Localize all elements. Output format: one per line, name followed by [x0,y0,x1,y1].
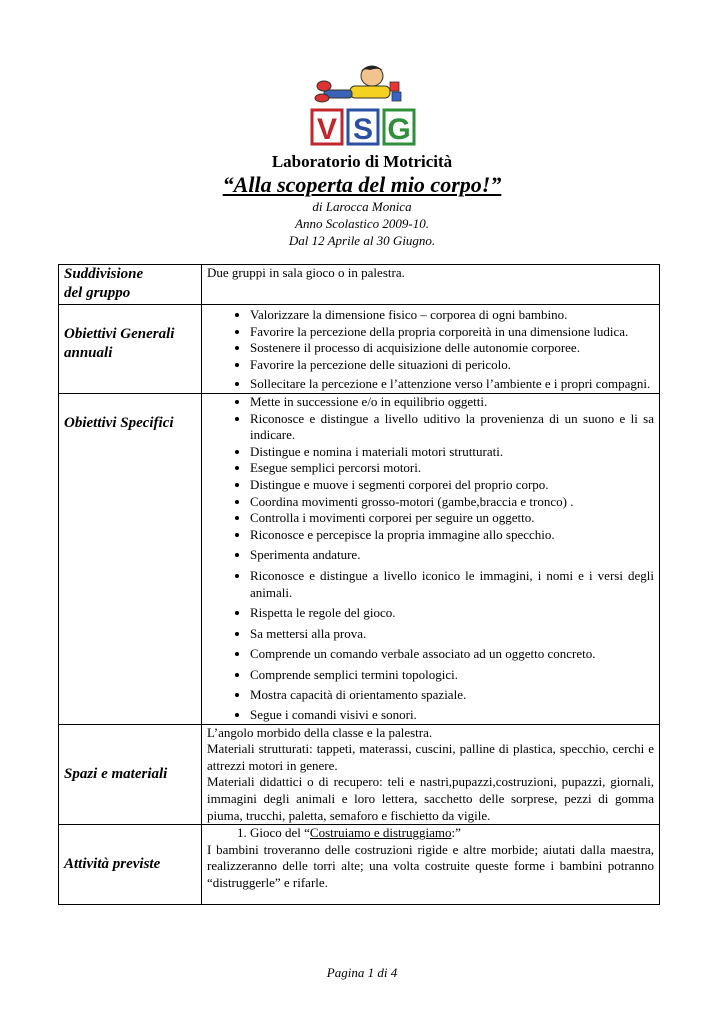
list-item: • Sa mettersi alla prova. [250,626,654,643]
list-item: 1. Gioco del “Costruiamo e distruggiamo:” [250,825,654,842]
list-item: • Mette in successione e/o in equilibrio oggetti. [250,394,654,411]
paragraph: I bambini troveranno delle costruzioni rigide e altre morbide; aiutati dalla maestra, realizzeranno delle torri alte; una volta costruite queste forme i bambini potranno “distruggerle” e rifarle. [207,841,654,890]
logo-letter: G [387,113,411,146]
table-row [59,265,660,305]
school-logo [310,62,418,148]
list-item: • Riconosce e distingue a livello iconico le immagini, i nomi e i versi degli animali. [250,568,654,601]
row-label: Obiettivi Specifici [59,393,202,724]
table-row [59,393,660,724]
list-item: • Distingue e muove i segmenti corporei del proprio corpo. [250,477,654,494]
document-subtitle: “Alla scoperta del mio corpo!” [222,172,502,197]
page-footer: Pagina 1 di 4 [326,965,398,980]
list-item: • Favorire la percezione delle situazioni di pericolo. [250,357,654,374]
row-label: Suddivisione del gruppo [59,265,202,305]
list-item: • Riconosce e percepisce la propria immagine allo specchio. [250,527,654,544]
activity-title: Costruiamo e distruggiamo [309,825,452,841]
list-item: • Comprende semplici termini topologici. [250,667,654,684]
plan-table [58,264,660,905]
child-mascot-icon [315,66,401,102]
list-item: • Valorizzare la dimensione fisico – corporea di ogni bambino. [250,307,654,324]
list-item: • Esegue semplici percorsi motori. [250,460,654,477]
table-row [59,724,660,825]
date-range: Dal 12 Aprile al 30 Giugno. [288,233,436,248]
activities-list [207,825,654,842]
specific-goals-list [207,394,654,724]
list-item: • Mostra capacità di orientamento spaziale. [250,687,654,704]
list-item: • Sollecitare la percezione e l’attenzione verso l’ambiente e i propri compagni. [250,376,654,393]
row-content [202,305,660,394]
row-content [202,724,660,825]
row-label: Spazi e materiali [59,724,202,825]
list-item: • Distingue e nomina i materiali motori strutturati. [250,444,654,461]
list-item: • Sostenere il processo di acquisizione delle autonomie corporee. [250,340,654,357]
list-item: • Riconosce e distingue a livello uditivo la provenienza di un suono e li sa indicare. [250,411,654,444]
general-goals-list [207,307,654,393]
row-content [202,393,660,724]
list-item: • Coordina movimenti grosso-motori (gambe,braccia e tronco) . [250,494,654,511]
row-content [202,825,660,905]
list-item: • Sperimenta andature. [250,547,654,564]
row-label: Attività previste [59,825,202,905]
table-row [59,305,660,394]
document-info [0,198,724,249]
list-item: • Comprende un comando verbale associato ad un oggetto concreto. [250,646,654,663]
row-content: Due gruppi in sala gioco o in palestra. [202,265,660,305]
list-item: • Rispetta le regole del gioco. [250,605,654,622]
table-row [59,825,660,905]
logo-letter: V [316,113,338,146]
paragraph: Materiali strutturati: tappeti, materassi, cuscini, palline di plastica, specchio, cerchi e attrezzi motori in genere. [207,741,654,773]
school-year: Anno Scolastico 2009-10. [295,216,429,231]
list-item: • Segue i comandi visivi e sonori. [250,707,654,724]
paragraph: L’angolo morbido della classe e la palestra. [207,724,433,740]
list-item: • Favorire la percezione della propria corporeità in una dimensione ludica. [250,324,654,341]
author: di Larocca Monica [312,199,412,214]
list-item: • Controlla i movimenti corporei per seguire un oggetto. [250,510,654,527]
paragraph: Materiali didattici o di recupero: teli e nastri,pupazzi,costruzioni, pupazzi, giornali, immagini degli animali e loro lettera, sacchetto delle sorprese, pezzi di gomma piuma, trucchi, paletta, semaforo e fischietto da vigile. [207,774,654,823]
logo-letter: S [352,113,374,146]
document-title: Laboratorio di Motricità [271,152,453,171]
row-label: Obiettivi Generali annuali [59,305,202,394]
